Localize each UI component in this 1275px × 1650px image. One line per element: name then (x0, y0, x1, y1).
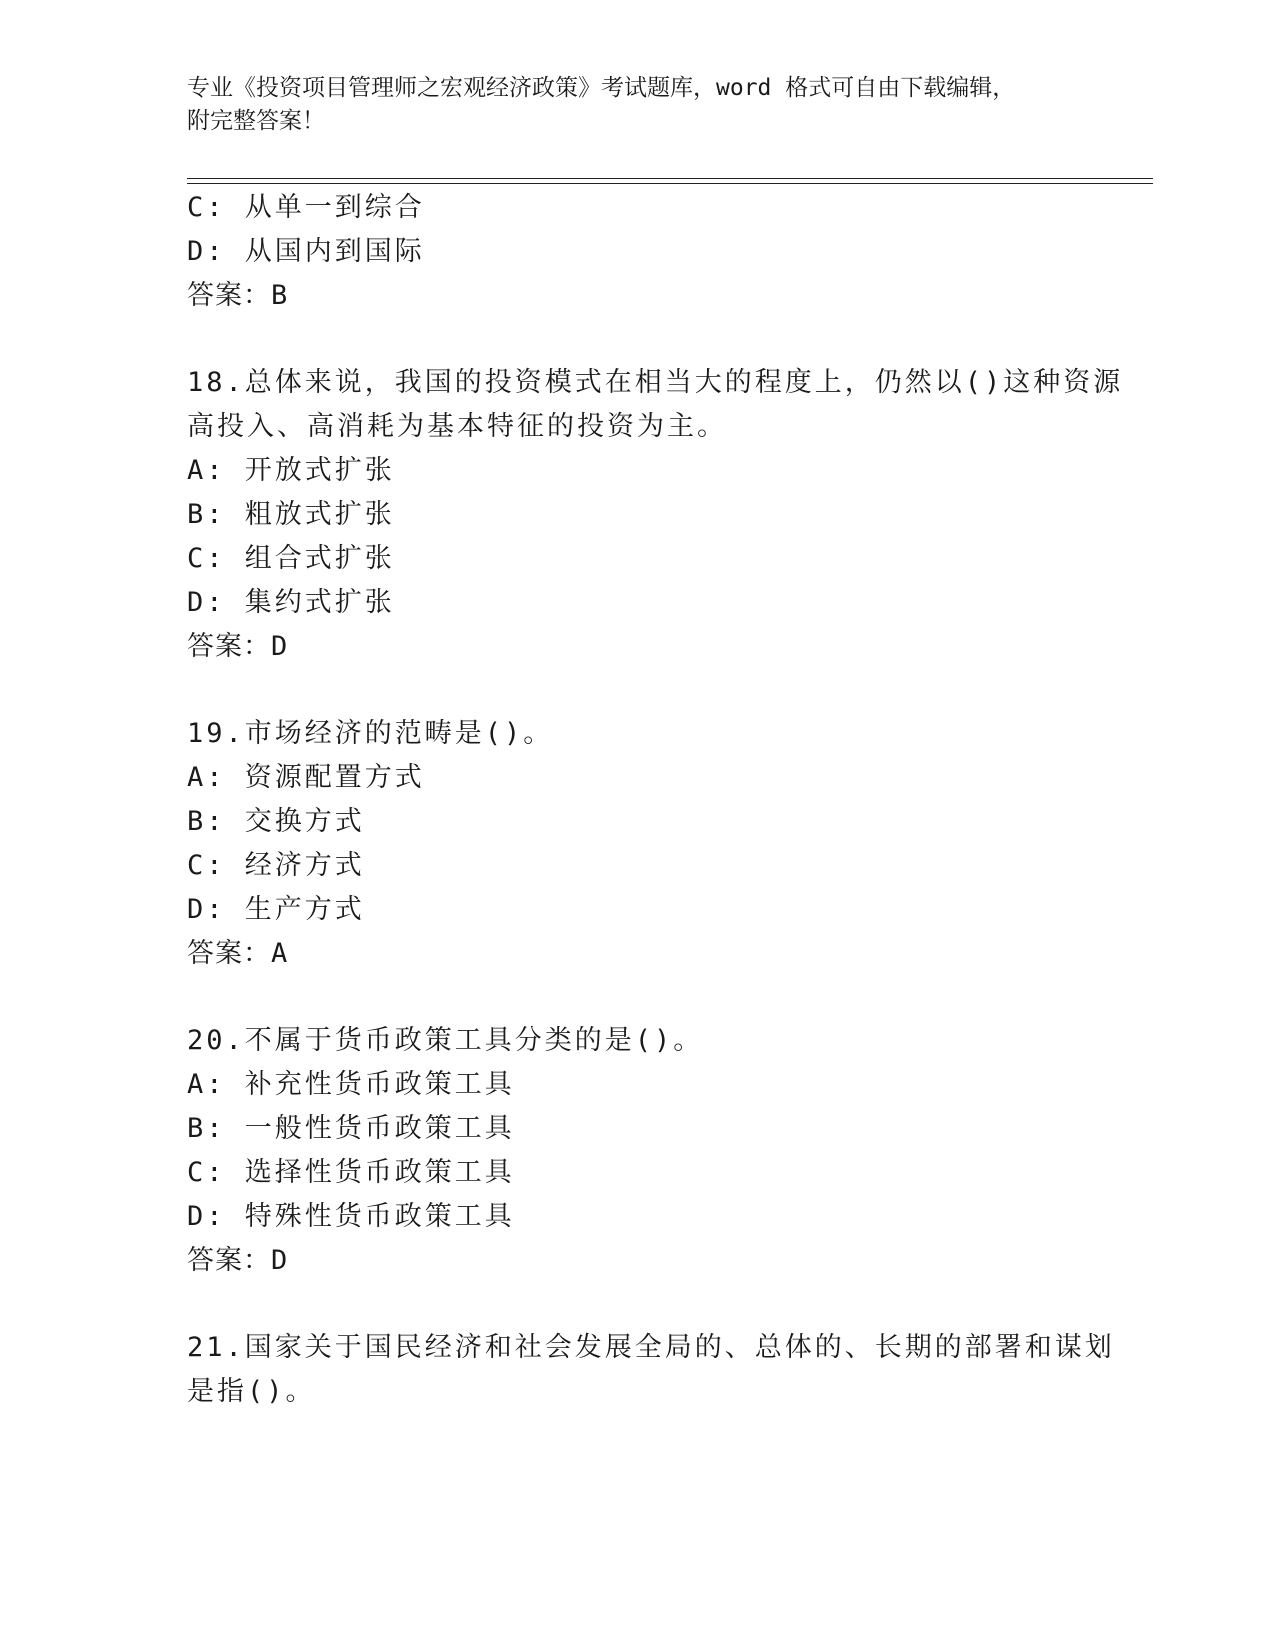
q20-option-c: C: 选择性货币政策工具 (187, 1157, 515, 1188)
q19-stem: 19.市场经济的范畴是()。 (187, 718, 554, 749)
document-header (187, 72, 1087, 138)
q17-option-d: D: 从国内到国际 (187, 236, 425, 267)
header-line-1: 专业《投资项目管理师之宏观经济政策》考试题库，word 格式可自由下载编辑， (187, 75, 1016, 101)
q20-option-b: B: 一般性货币政策工具 (187, 1113, 515, 1144)
q21-stem-line-1: 21.国家关于国民经济和社会发展全局的、总体的、长期的部署和谋划 (187, 1332, 1115, 1363)
q20-option-d: D: 特殊性货币政策工具 (187, 1201, 515, 1232)
header-divider-top (187, 178, 1153, 179)
q19-option-d: D: 生产方式 (187, 894, 365, 925)
header-line-2: 附完整答案！ (187, 108, 325, 134)
q18-stem-line-1: 18.总体来说，我国的投资模式在相当大的程度上，仍然以()这种资源 (187, 367, 1124, 398)
q19-option-c: C: 经济方式 (187, 850, 365, 881)
q18-option-a: A: 开放式扩张 (187, 455, 395, 486)
q19-option-a: A: 资源配置方式 (187, 762, 425, 793)
header-divider-bottom (187, 183, 1153, 184)
q19-answer: 答案：A (187, 938, 289, 969)
q18-option-d: D: 集约式扩张 (187, 587, 395, 618)
q20-option-a: A: 补充性货币政策工具 (187, 1069, 515, 1100)
q18-stem-line-2: 高投入、高消耗为基本特征的投资为主。 (187, 411, 727, 442)
q20-stem: 20.不属于货币政策工具分类的是()。 (187, 1025, 704, 1056)
q19-option-b: B: 交换方式 (187, 806, 365, 837)
q17-option-c: C: 从单一到综合 (187, 192, 425, 223)
q18-option-b: B: 粗放式扩张 (187, 499, 395, 530)
q17-answer: 答案：B (187, 280, 289, 311)
q18-option-c: C: 组合式扩张 (187, 543, 395, 574)
q20-answer: 答案：D (187, 1245, 289, 1276)
q21-stem-line-2: 是指()。 (187, 1376, 316, 1407)
q18-answer: 答案：D (187, 631, 289, 662)
